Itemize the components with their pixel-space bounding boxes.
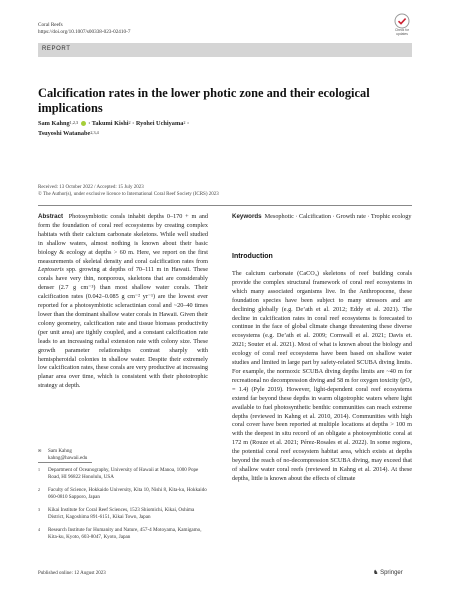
published-date: Published online: 12 August 2023 — [38, 571, 106, 576]
springer-horse-icon: ♞ — [373, 570, 379, 576]
journal-name: Coral Reefs — [38, 22, 63, 28]
keywords-text: Mesophotic · Calcification · Growth rate · Trophic ecology — [264, 213, 412, 220]
publisher-logo — [373, 569, 403, 576]
abstract-label: Abstract — [38, 213, 64, 220]
article-type-bar — [38, 43, 412, 57]
affiliation-number: 3 — [38, 507, 40, 512]
author-name[interactable]: Ryohei Uchiyama — [135, 120, 184, 127]
doi-link[interactable]: https://doi.org/10.1007/s00338-023-02410-7 — [38, 29, 131, 35]
affiliation-text: Department of Oceanography, University of Hawaii at Manoa, 1000 Pope Road, HI 96822 Honolulu, USA — [48, 467, 199, 480]
correspondence — [38, 448, 208, 462]
author-name[interactable]: Tsuyoshi Watanabe — [38, 129, 91, 137]
affiliation-text: Faculty of Science, Hokkaido University, Kita 10, Nishi 8, Kita-ku, Hokkaido 060-0810 Sapporo, Japan — [48, 487, 207, 500]
author-affiliation-marker: 2 — [128, 120, 131, 125]
orcid-icon[interactable] — [81, 121, 86, 126]
affiliation-number: 4 — [38, 527, 40, 532]
received-accepted: Received: 13 October 2022 / Accepted: 15 July 2023 — [38, 185, 144, 190]
footnote-divider — [38, 462, 92, 463]
affiliation-number: 2 — [38, 487, 40, 492]
publisher-name: Springer — [380, 570, 403, 576]
author-name[interactable]: Takumi Kishi — [91, 120, 129, 127]
affiliation — [38, 507, 208, 521]
author-affiliation-marker: 2,3,4 — [90, 129, 99, 135]
author-affiliation-marker: 1,2,3 — [69, 120, 79, 125]
abstract-text: spp. growing at depths of 70–111 m in Hawaii. These corals have very thin, nonporous, skeletons that are considerably denser (2.7 g cm⁻³) than most shallow water corals. Their calcification rates (0.042–0.085 g cm⁻² yr⁻¹) are the lowest ever reported for a photosymbiotic scleractinian coral and ~20–40 times lower than the dominant shallow water corals in Hawaii. Given their colony geometry, calcification rate and tissue biomass productivity (per unit area) are tightly coupled, and a constant calcification rate leads to an increasing radial extension rate with colony size. These growth parameter relationships contrast sharply with hemispheroidal colonies in shallow water. Despite their extremely low calcification rates, these corals are very productive at increasing planar area over time, which is consistent with their phototrophic strategy at depth. — [38, 266, 208, 390]
abstract — [38, 213, 208, 391]
envelope-icon: ✉ — [38, 448, 42, 453]
divider — [38, 205, 412, 206]
abstract-genus: Leptoseris — [38, 266, 64, 274]
journal-header — [38, 22, 130, 36]
abstract-text: Photosymbiotic corals inhabit depths 0–170 + m and form the foundation of coral reef ecosystems by creating complex habitats with their calcium carbonate skeletons. While well studied in shallow waters, almost nothing is known about their basic biology & ecology at depths > 60 m. Here, we report on the first measurements of skeletal density and coral calcification rates from — [38, 213, 208, 265]
affiliation-text: Kikai Institute for Coral Reef Sciences, 1523 Shiomichi, Kikai, Oshima District, Kagoshima 891-6151, Kikai Town, Japan — [48, 507, 195, 520]
keywords — [232, 213, 412, 222]
check-updates-icon — [394, 13, 410, 29]
introduction-text: The calcium carbonate (CaCO₃) skeletons of reef building corals provide the complex structural framework of coral reef ecosystems in which many associated organisms live. In the Anthropocene, these foundation species have been subject to many stressors and are declining globally (e.g. De’ath et al. 2012; Eddy et al. 2021). The decline in calcification rates in coral reef ecosystems is forecasted to continue in the face of global climate change threatening these diverse ecosystems (e.g. De’ath et al. 2009; Cornwall et al. 2021; Davis et. 2021; Souter et al. 2021). Most of what is known about the biology and ecology of coral reef ecosystems have been based on shallow water studies and limited in large part by safety-related SCUBA diving limits. For example, the normoxic SCUBA diving depths limits are ~40 m for recreational no decompression diving and 58 m for oxygen toxicity (pO₂ = 1.4) (Pyle 2019). However, light-dependent coral reef ecosystems extend far beyond these depths in warm oligotrophic waters where light available to fuel photosynthetic benthic communities can reach extreme depths (reviewed in Kahng et al. 2010, 2014). Communities with high coral cover have been reported at multiple locations at depths > 100 m with the deepest in situ record of an obligate a photosymbiotic coral at 172 m (Rouze et al. 2021; Pérez-Rosales et al. 2022). In some regions, the potential coral reef ecosystem habitat area, which exists at depths beyond the reach of no-decompression SCUBA diving, may exceed that of shallow water coral reefs (reviewed in Kahng et al. 2014). At these depths, little is known about the effects of climate — [232, 270, 412, 482]
author-name[interactable]: Sam Kahng — [38, 120, 70, 127]
affiliation-text: Research Institute for Humanity and Nature, 457-4 Motoyama, Kamigamo, Kita-ku, Kyoto, 603-8047, Kyoto, Japan — [48, 527, 202, 540]
author-affiliation-marker: 2 — [183, 120, 186, 125]
check-updates-label: Check for updates — [394, 28, 410, 36]
keywords-label: Keywords — [232, 213, 262, 220]
paper-title: Calcification rates in the lower photic zone and their ecological implications — [38, 86, 370, 115]
introduction-heading: Introduction — [232, 253, 273, 260]
affiliation — [38, 487, 208, 501]
author-list: Sam Kahng$^{1,2,3}$ · Takumi Kishi$^2$ · Ryohei Uchiyama$^2$ · Tsuyoshi Watanabe$^{2,3,4}$ — [38, 120, 190, 137]
article-type: REPORT — [42, 46, 71, 52]
correspondence-name: Sam Kahng — [48, 448, 72, 454]
affiliation-number: 1 — [38, 467, 40, 472]
correspondence-email[interactable]: kahng@hawaii.edu — [48, 454, 88, 461]
copyright-line: © The Author(s), under exclusive licence to International Coral Reef Society (ICRS) 2023 — [38, 192, 219, 197]
affiliation — [38, 527, 208, 541]
article-dates — [38, 184, 219, 198]
check-for-updates-badge[interactable] — [391, 13, 413, 36]
affiliation — [38, 467, 208, 481]
